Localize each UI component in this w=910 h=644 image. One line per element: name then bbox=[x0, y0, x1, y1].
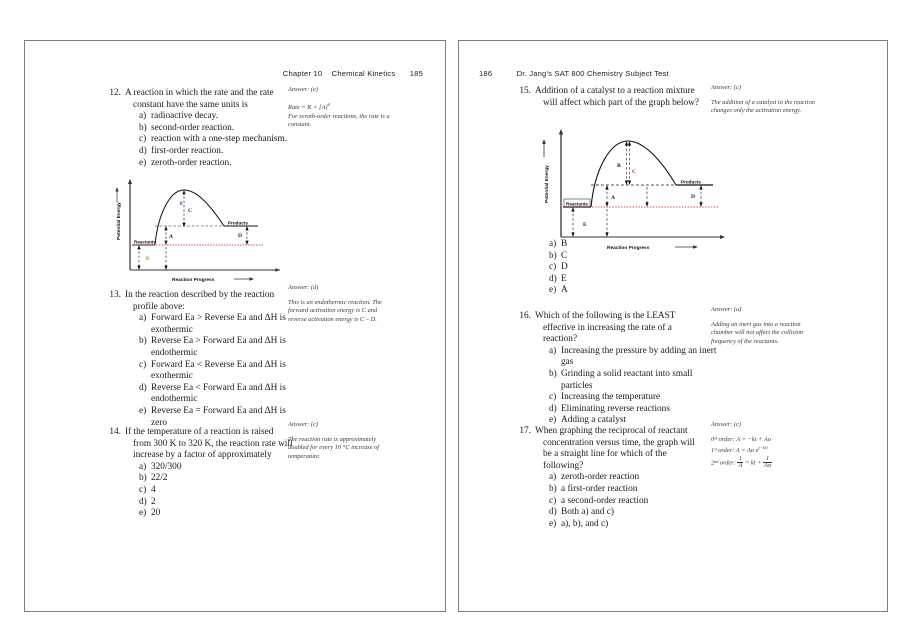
answer-note-13 bbox=[288, 284, 392, 324]
choice-label: c) bbox=[549, 262, 557, 273]
question-14-stem bbox=[125, 427, 303, 462]
choice-label: e) bbox=[139, 157, 147, 168]
choice-label: d) bbox=[139, 496, 147, 507]
choice-label: c) bbox=[549, 495, 557, 506]
choice-15-c[interactable] bbox=[549, 262, 721, 274]
products-label-left: Products bbox=[228, 220, 248, 226]
choice-label: d) bbox=[139, 382, 147, 393]
explanation-13: This is an endothermic reaction. The forward activation energy is C and reverse activation energy is C – D. bbox=[288, 299, 382, 323]
answer-label-15: Answer: (c) bbox=[711, 84, 741, 91]
page-right bbox=[458, 40, 888, 612]
question-12 bbox=[99, 88, 301, 169]
choice-text: Reverse Ea = Forward Ea and ΔH is zero bbox=[151, 405, 286, 428]
choice-text: a), b), and c) bbox=[561, 518, 609, 529]
choice-label: b) bbox=[549, 368, 557, 379]
question-13-number: 13. bbox=[109, 290, 121, 300]
choice-label: a) bbox=[549, 239, 557, 249]
choice-label: e) bbox=[549, 415, 557, 426]
choice-12-c[interactable] bbox=[139, 134, 303, 146]
question-16-stem-line3: reaction? bbox=[543, 334, 578, 345]
choice-15-b[interactable] bbox=[549, 251, 721, 263]
explanation-12: For zeroth-order reactions, the rate is a constant. bbox=[288, 112, 390, 128]
explanation-15: The addition of a catalyst to the reaction changes only the activation energy. bbox=[711, 99, 815, 115]
choice-text: Increasing the temperature bbox=[561, 392, 661, 403]
question-17-stem-line3: be a straight line for which of the bbox=[543, 449, 667, 460]
x-axis-label-left: Reaction Progress bbox=[172, 278, 215, 283]
energy-diagram-right bbox=[531, 123, 731, 253]
answer-note-14 bbox=[288, 421, 392, 461]
y-axis-label-left: Potential Energy bbox=[117, 202, 122, 240]
choice-text: a first-order reaction bbox=[561, 483, 638, 494]
choice-12-d[interactable] bbox=[139, 146, 303, 158]
page-left bbox=[24, 40, 446, 612]
choice-text: zeroth-order reaction bbox=[561, 472, 640, 483]
question-14-number: 14. bbox=[109, 427, 121, 437]
choice-label: c) bbox=[549, 392, 557, 403]
choice-text: reaction with a one-step mechanism. bbox=[151, 134, 288, 145]
question-16-stem-line1: Which of the following is the LEAST bbox=[535, 311, 676, 321]
question-17-stem-line4: following? bbox=[543, 460, 584, 471]
question-12-choices bbox=[125, 111, 303, 169]
choice-15-d[interactable] bbox=[549, 274, 721, 286]
choice-text: 320/300 bbox=[151, 461, 182, 472]
question-12-stem-line1: A reaction in which the rate and the rate bbox=[125, 88, 274, 98]
marker-E-left: E bbox=[146, 256, 150, 262]
x-axis-label-right: Reaction Progress bbox=[607, 246, 650, 251]
choice-13-e[interactable] bbox=[139, 406, 303, 429]
question-13-choices bbox=[125, 313, 303, 429]
choice-16-c[interactable] bbox=[549, 392, 721, 404]
choice-text: Both a) and c) bbox=[561, 507, 614, 518]
question-15-choices bbox=[535, 239, 721, 297]
answer-label-17: Answer: (c) bbox=[711, 421, 741, 428]
energy-diagram-left bbox=[108, 174, 288, 284]
choice-14-a[interactable] bbox=[139, 462, 303, 474]
answer-label-12: Answer: (e) bbox=[288, 86, 318, 93]
energy-diagram-right-svg bbox=[531, 123, 731, 253]
choice-text: Grinding a solid reactant into small particles bbox=[561, 368, 693, 391]
choice-text: 2 bbox=[151, 496, 156, 507]
book-title: Dr. Jang's SAT 800 Chemistry Subject Test bbox=[516, 69, 669, 78]
choice-label: c) bbox=[139, 134, 147, 145]
choice-label: d) bbox=[139, 145, 147, 156]
marker-E-right: E bbox=[583, 222, 587, 228]
running-head-right bbox=[479, 69, 669, 78]
formula-12: Rate = $K \times [A]^0$ bbox=[288, 102, 331, 112]
choice-label: b) bbox=[139, 122, 147, 133]
choice-text: C bbox=[561, 250, 568, 261]
choice-label: a) bbox=[139, 111, 147, 122]
question-14-stem-line1: If the temperature of a reaction is raised bbox=[125, 427, 274, 437]
choice-13-a[interactable] bbox=[139, 313, 303, 336]
choice-text: first-order reaction. bbox=[151, 145, 224, 156]
choice-text: Eliminating reverse reactions bbox=[561, 403, 670, 414]
formula-zeroth-order: 0ᵗʰ order: A = −kt + Ao bbox=[711, 436, 771, 444]
choice-text: Adding a catalyst bbox=[561, 415, 627, 426]
answer-label-16: Answer: (a) bbox=[711, 306, 742, 313]
question-15-stem bbox=[535, 86, 721, 109]
choice-label: a) bbox=[549, 472, 557, 483]
choice-text: Reverse Ea < Forward Ea and ΔH is endothermic bbox=[151, 382, 286, 405]
explanation-14: The reaction rate is approximately doubled for every 10 °C increase of temperature. bbox=[288, 436, 380, 460]
question-17-stem-line1: When graphing the reciprocal of reactant bbox=[535, 426, 688, 436]
choice-text: Forward Ea < Reverse Ea and ΔH is exothermic bbox=[151, 359, 286, 382]
products-label-right: Products bbox=[681, 179, 701, 185]
question-12-stem-line2: constant have the same units is bbox=[133, 99, 248, 110]
choice-label: c) bbox=[139, 484, 147, 495]
choice-15-a[interactable] bbox=[549, 239, 721, 251]
choice-label: e) bbox=[549, 518, 557, 529]
choice-13-b[interactable] bbox=[139, 336, 303, 359]
marker-B-right: B bbox=[617, 163, 621, 169]
choice-17-c[interactable] bbox=[549, 496, 721, 508]
y-axis-label-right: Potential Energy bbox=[545, 165, 550, 203]
answer-note-17 bbox=[711, 421, 815, 470]
running-head-left bbox=[283, 69, 423, 78]
choice-15-e[interactable] bbox=[549, 285, 721, 297]
question-16-choices bbox=[535, 346, 721, 427]
marker-C-right: C bbox=[632, 169, 637, 175]
answer-label-13: Answer: (d) bbox=[288, 284, 319, 291]
answer-label-14: Answer: (c) bbox=[288, 421, 318, 428]
choice-text: second-order reaction. bbox=[151, 122, 235, 133]
fraction-one-over-A: $\frac{1}{A}$ bbox=[738, 454, 743, 470]
choice-14-d[interactable] bbox=[139, 497, 303, 509]
fraction-one-over-Ao: $\frac{1}{Ao}$ bbox=[764, 454, 772, 470]
question-15-stem-line1: Addition of a catalyst to a reaction mixture bbox=[535, 86, 695, 96]
question-17-choices bbox=[535, 472, 721, 530]
choice-16-d[interactable] bbox=[549, 404, 721, 416]
answer-note-16 bbox=[711, 306, 815, 346]
choice-12-b[interactable] bbox=[139, 123, 303, 135]
answer-note-15 bbox=[711, 84, 815, 116]
question-16-stem-line2: effective in increasing the rate of a bbox=[543, 322, 672, 333]
choice-text: Forward Ea > Reverse Ea and ΔH is exothermic bbox=[151, 313, 286, 335]
choice-17-d[interactable] bbox=[549, 507, 721, 519]
marker-C-left: C bbox=[188, 208, 193, 214]
choice-label: c) bbox=[139, 359, 147, 370]
choice-text: zeroth-order reaction. bbox=[151, 157, 232, 168]
question-14 bbox=[99, 427, 309, 520]
marker-A-left: A bbox=[169, 234, 174, 240]
choice-label: a) bbox=[139, 313, 147, 324]
reactants-label-right: Reactants bbox=[566, 201, 588, 207]
choice-label: d) bbox=[549, 403, 557, 414]
question-14-stem-line3: increase by a factor of approximately bbox=[133, 450, 272, 461]
choice-13-c[interactable] bbox=[139, 360, 303, 383]
choice-17-a[interactable] bbox=[549, 472, 721, 484]
question-13-stem-line2: profile above: bbox=[133, 301, 185, 312]
question-15-choices-block bbox=[509, 239, 719, 297]
question-16-number: 16. bbox=[519, 311, 531, 321]
choice-16-b[interactable] bbox=[549, 369, 721, 392]
choice-text: E bbox=[561, 273, 567, 284]
question-12-number: 12. bbox=[109, 88, 121, 98]
formula-first-order: 1ˢᵗ order: A = Ao $e^{(-kt)}$ bbox=[711, 445, 768, 455]
running-head-chapter: Chapter 10 bbox=[282, 69, 323, 78]
choice-text: a second-order reaction bbox=[561, 495, 649, 506]
choice-text: D bbox=[561, 262, 568, 273]
question-17-number: 17. bbox=[519, 426, 531, 436]
choice-label: b) bbox=[549, 250, 557, 261]
choice-text: B bbox=[561, 239, 568, 249]
choice-label: e) bbox=[139, 405, 147, 416]
marker-B-left: B bbox=[179, 202, 183, 207]
question-15 bbox=[509, 86, 719, 109]
choice-12-a[interactable] bbox=[139, 111, 303, 123]
question-16 bbox=[509, 311, 724, 427]
choice-13-d[interactable] bbox=[139, 383, 303, 406]
choice-14-c[interactable] bbox=[139, 485, 303, 497]
question-16-stem bbox=[535, 311, 721, 346]
choice-text: Reverse Ea > Forward Ea and ΔH is endothermic bbox=[151, 336, 286, 358]
page-number-right: 186 bbox=[479, 69, 493, 78]
marker-A-right: A bbox=[611, 195, 616, 201]
choice-16-a[interactable] bbox=[549, 346, 721, 369]
reactants-label-left: Reactants bbox=[134, 239, 156, 245]
choice-14-e[interactable] bbox=[139, 508, 303, 520]
choice-17-b[interactable] bbox=[549, 484, 721, 496]
choice-17-e[interactable] bbox=[549, 519, 721, 531]
choice-label: d) bbox=[549, 273, 557, 284]
answer-note-12 bbox=[288, 86, 392, 129]
question-12-stem bbox=[125, 88, 303, 111]
question-13-stem bbox=[125, 290, 303, 313]
formula-second-order: 2ⁿᵈ order: $\frac{1}{A}$ = kt + $\frac{1}{Ao}$ bbox=[711, 454, 772, 470]
question-14-choices bbox=[125, 462, 303, 520]
choice-label: e) bbox=[139, 508, 147, 519]
choice-label: a) bbox=[139, 461, 147, 472]
question-17 bbox=[509, 426, 724, 530]
choice-label: a) bbox=[549, 345, 557, 356]
choice-12-e[interactable] bbox=[139, 158, 303, 170]
energy-diagram-left-svg bbox=[108, 174, 288, 284]
choice-label: e) bbox=[549, 285, 557, 296]
question-17-stem-line2: concentration versus time, the graph will bbox=[543, 437, 695, 448]
question-13 bbox=[99, 290, 309, 429]
question-15-number: 15. bbox=[519, 86, 531, 96]
question-14-stem-line2: from 300 K to 320 K, the reaction rate will bbox=[133, 438, 293, 449]
page-number-left: 185 bbox=[409, 69, 423, 78]
marker-D-right: D bbox=[691, 194, 696, 200]
choice-text: Increasing the pressure by adding an inert gas bbox=[561, 345, 717, 368]
running-head-title: Chemical Kinetics bbox=[331, 69, 396, 78]
choice-14-b[interactable] bbox=[139, 473, 303, 485]
marker-D-left: D bbox=[238, 233, 243, 239]
question-15-stem-line2: will affect which part of the graph below? bbox=[543, 97, 700, 108]
choice-text: radioactive decay. bbox=[151, 111, 219, 122]
choice-text: 4 bbox=[151, 484, 156, 495]
choice-label: b) bbox=[139, 473, 147, 484]
choice-text: A bbox=[561, 285, 568, 296]
choice-label: b) bbox=[549, 483, 557, 494]
choice-label: b) bbox=[139, 336, 147, 347]
choice-text: 20 bbox=[151, 508, 161, 519]
question-13-stem-line1: In the reaction described by the reaction bbox=[125, 290, 275, 300]
question-17-stem bbox=[535, 426, 721, 472]
explanation-16: Adding an inert gas into a reaction chamber will not affect the collision frequency of the reactants. bbox=[711, 321, 804, 345]
choice-label: d) bbox=[549, 507, 557, 518]
choice-text: 22/2 bbox=[151, 473, 168, 484]
